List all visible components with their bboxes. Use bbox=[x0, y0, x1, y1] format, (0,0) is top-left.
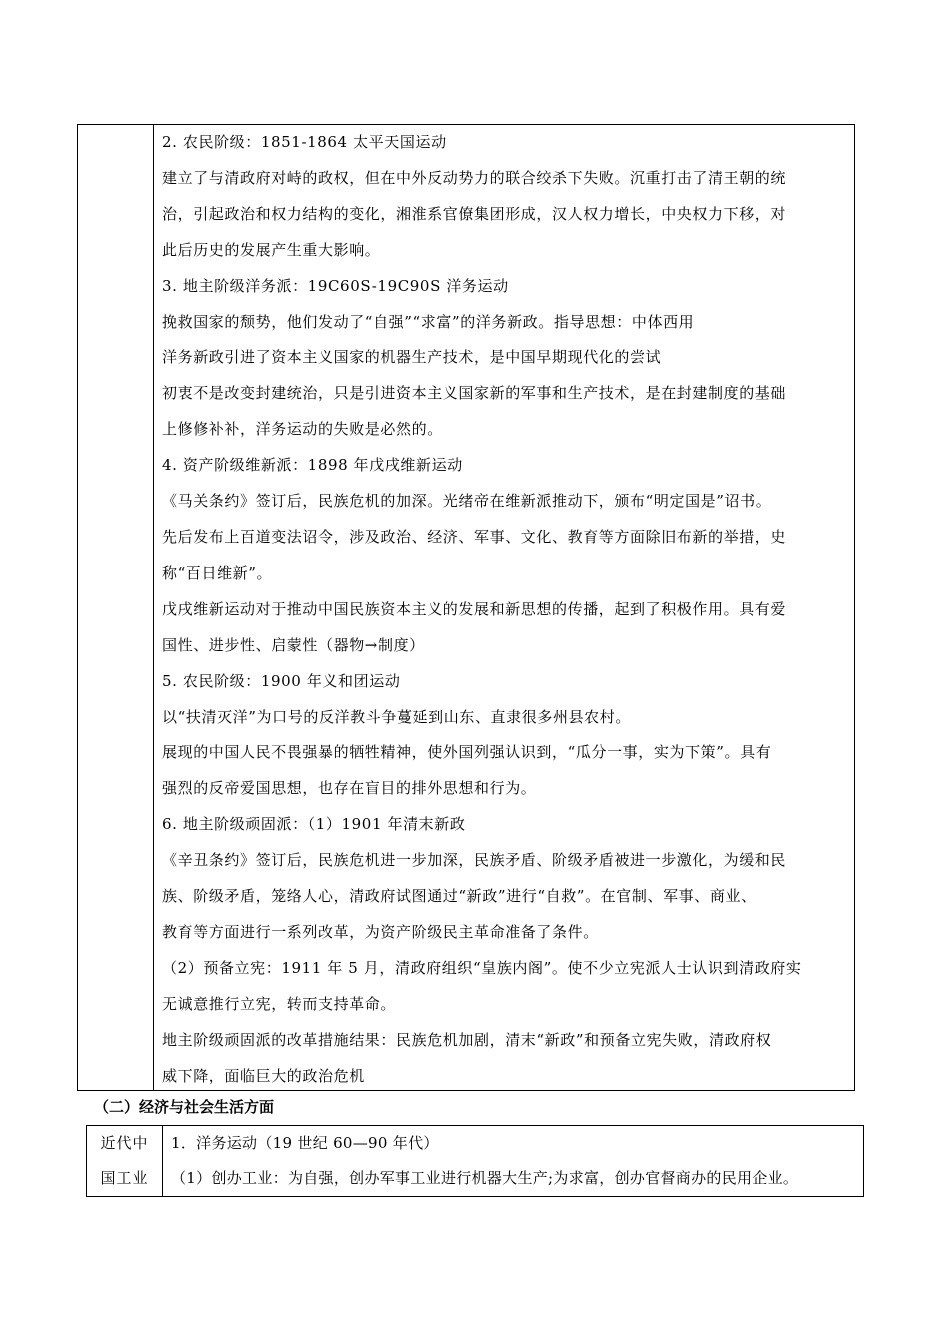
row-header-line: 国工业 bbox=[100, 1169, 149, 1187]
text-line: 族、阶级矛盾，笼络人心，清政府试图通过“新政”进行“自救”。在官制、军事、商业、 bbox=[162, 887, 757, 906]
table-right-column bbox=[162, 125, 846, 1094]
history-table bbox=[77, 124, 855, 1091]
text-line: （1）创办工业：为自强，创办军事工业进行机器大生产;为求富，创办官督商办的民用企业。 bbox=[171, 1169, 799, 1187]
text-line: 6. 地主阶级顽固派：（1）1901 年清末新政 bbox=[162, 815, 466, 834]
text-line: 展现的中国人民不畏强暴的牺牲精神，使外国列强认识到，“瓜分一事，实为下策”。具有 bbox=[162, 743, 772, 762]
text-line: 《马关条约》签订后，民族危机的加深。光绪帝在维新派推动下，颁布“明定国是”诏书。 bbox=[162, 492, 772, 511]
text-line: 4. 资产阶级维新派：1898 年戊戌维新运动 bbox=[162, 456, 463, 475]
text-line: 教育等方面进行一系列改革，为资产阶级民主革命准备了条件。 bbox=[162, 922, 599, 941]
text-line: 1．洋务运动（19 世纪 60—90 年代） bbox=[171, 1134, 439, 1152]
text-line: 无诚意推行立宪，转而支持革命。 bbox=[162, 994, 397, 1013]
text-line: 《辛丑条约》签订后，民族危机进一步加深，民族矛盾、阶级矛盾被进一步激化，为缓和民 bbox=[162, 851, 787, 870]
text-line: 建立了与清政府对峙的政权，但在中外反动势力的联合绞杀下失败。沉重打击了清王朝的统 bbox=[162, 168, 787, 187]
table-left-column bbox=[78, 125, 154, 1090]
text-line: 强烈的反帝爱国思想，也存在盲目的排外思想和行为。 bbox=[162, 779, 537, 798]
text-line: 初衷不是改变封建统治，只是引进资本主义国家新的军事和生产技术，是在封建制度的基础 bbox=[162, 384, 787, 403]
section-heading: （二）经济与社会生活方面 bbox=[94, 1098, 275, 1116]
text-line: 地主阶级顽固派的改革措施结果：民族危机加剧，清末“新政”和预备立宪失败，清政府权 bbox=[162, 1030, 772, 1049]
row-header-line: 近代中 bbox=[100, 1134, 149, 1152]
text-line: 洋务新政引进了资本主义国家的机器生产技术，是中国早期现代化的尝试 bbox=[162, 348, 662, 367]
row-content-cell bbox=[171, 1126, 859, 1196]
text-line: 3. 地主阶级洋务派：19C60S-19C90S 洋务运动 bbox=[162, 276, 509, 295]
text-line: （2）预备立宪：1911 年 5 月，清政府组织“皇族内阁”。使不少立宪派人士认识到清政府实 bbox=[162, 958, 802, 977]
text-line: 上修修补补，洋务运动的失败是必然的。 bbox=[162, 420, 443, 439]
text-line: 挽救国家的颓势，他们发动了“自强”“求富”的洋务新政。指导思想：中体西用 bbox=[162, 312, 695, 331]
industry-table bbox=[86, 1125, 864, 1197]
text-line: 5. 农民阶级：1900 年义和团运动 bbox=[162, 671, 401, 690]
text-line: 国性、进步性、启蒙性（器物→制度） bbox=[162, 635, 425, 654]
text-line: 治，引起政治和权力结构的变化，湘淮系官僚集团形成，汉人权力增长，中央权力下移，对 bbox=[162, 204, 787, 223]
text-line: 以“扶清灭洋”为口号的反洋教斗争蔓延到山东、直隶很多州县农村。 bbox=[162, 707, 631, 726]
text-line: 先后发布上百道变法诏令，涉及政治、经济、军事、文化、教育等方面除旧布新的举措，史 bbox=[162, 527, 787, 546]
text-line: 此后历史的发展产生重大影响。 bbox=[162, 240, 381, 259]
text-line: 2. 农民阶级：1851-1864 太平天国运动 bbox=[162, 133, 447, 151]
text-line: 称“百日维新”。 bbox=[162, 563, 273, 582]
row-header-cell bbox=[87, 1126, 163, 1196]
text-line: 戊戌维新运动对于推动中国民族资本主义的发展和新思想的传播，起到了积极作用。具有爱 bbox=[162, 599, 787, 618]
text-line: 威下降，面临巨大的政治危机 bbox=[162, 1066, 365, 1085]
